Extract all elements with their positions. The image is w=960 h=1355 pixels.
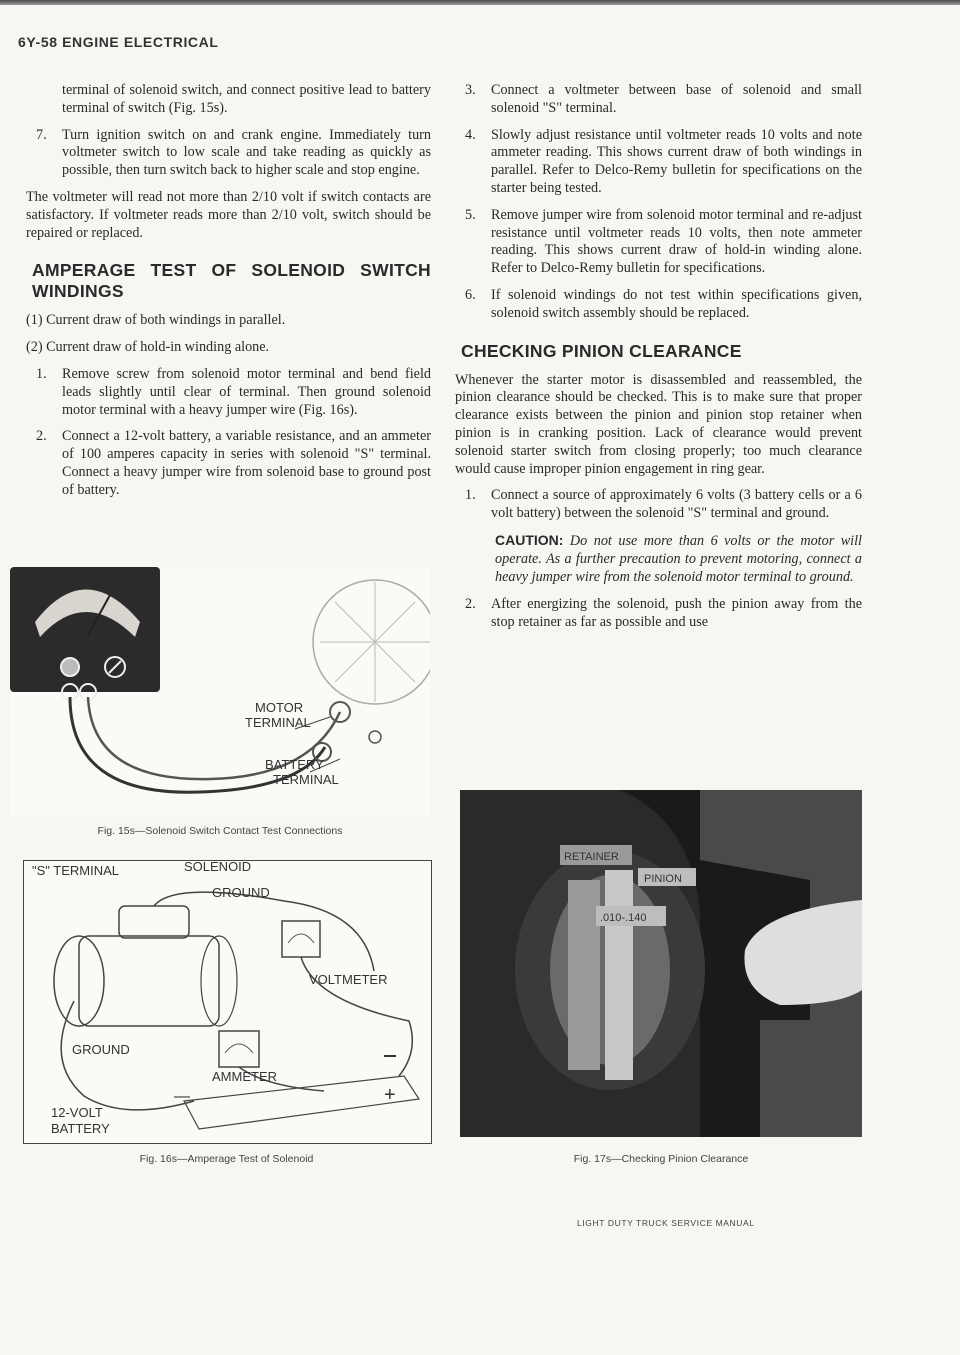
step-text: Connect a 12-volt battery, a variable resistance, and an ammeter of 100 amperes capacity in series with solenoid "S" terminal. Connect a heavy jumper wire from solenoid base to ground post of battery. [62,428,431,498]
step-4 [455,127,862,198]
step-text: After energizing the solenoid, push the pinion away from the stop retainer as far as possible and use [491,596,862,631]
label-plus: + [384,1084,396,1106]
step-text: Slowly adjust resistance until voltmeter reads 10 volts and note ammeter reading. This shows current draw of both windings in parallel. Refer to Delco-Remy bulletin for specifications on the starter being tested. [491,126,862,196]
label-battery: BATTERY [51,1121,110,1136]
label-solenoid: SOLENOID [184,861,252,874]
step-number: 1. [36,365,47,382]
step-3 [455,82,862,118]
figure-16s [23,860,432,1144]
label-battery-terminal: TERMINAL [273,772,339,787]
step-number: 7. [36,126,47,143]
label-battery: BATTERY [265,757,324,772]
step-2 [26,428,431,499]
figure-17s-photo [460,790,862,1137]
figure-15s [10,567,430,817]
figure-16s-illustration [24,861,431,1143]
figure-16s-caption: Fig. 16s—Amperage Test of Solenoid [139,1153,314,1165]
page-header: 6Y-58 ENGINE ELECTRICAL [18,34,219,50]
step-text: Connect a voltmeter between base of solenoid and small solenoid "S" terminal. [491,82,862,116]
step-text: Turn ignition switch on and crank engine. Immediately turn voltmeter switch to low scale and take reading as quickly as possible, then turn switch back to higher scale and stop engine. [62,126,431,179]
top-rule [0,0,960,5]
caution-label: CAUTION: [495,531,564,548]
caution-note [495,532,862,586]
pinion-step-2 [455,596,862,632]
label-motor-terminal: TERMINAL [245,715,311,730]
label-voltmeter: VOLTMETER [309,972,388,987]
figure-15s-illustration [10,567,430,817]
left-column [26,82,431,509]
step-7 [26,127,431,180]
voltmeter-paragraph: The voltmeter will read not more than 2/10 volt if switch contacts are satisfactory. If voltmeter reads more than 2/10 volt, switch should be repaired or replaced. [26,188,431,241]
right-column [455,82,862,641]
step-6 [455,287,862,323]
pinion-step-1 [455,487,862,523]
step-1 [26,366,431,419]
label-ground: GROUND [72,1042,130,1057]
step-number: 2. [36,428,47,445]
caution-text: Do not use more than 6 volts or the motor will operate. As a further precaution to prevent motoring, connect a heavy jumper wire from the solenoid motor terminal to ground. [495,532,862,585]
label-minus: — [174,1088,190,1105]
figure-15s-caption: Fig. 15s—Solenoid Switch Contact Test Connections [97,825,343,837]
step-text: Remove screw from solenoid motor terminal and bend field leads slightly until clear of terminal. Then ground solenoid motor terminal with a heavy jumper wire (Fig. 16s). [62,365,431,418]
label-ammeter: AMMETER [212,1069,277,1084]
step-number: 1. [465,487,476,504]
step-number: 6. [465,286,476,303]
step-number: 5. [465,206,476,223]
step-number: 3. [465,82,476,98]
sub-item-1: (1) Current draw of both windings in parallel. [26,312,286,329]
label-motor: MOTOR [255,700,304,715]
continued-step-text: terminal of solenoid switch, and connect positive lead to battery terminal of switch (Fig. 15s). [62,82,431,116]
heading-pinion-clearance: CHECKING PINION CLEARANCE [461,340,742,361]
label-s-terminal: "S" TERMINAL [32,863,120,878]
figure-17s-caption: Fig. 17s—Checking Pinion Clearance [573,1153,749,1165]
step-text: Remove jumper wire from solenoid motor terminal and re-adjust resistance until voltmeter reads 10 volts, then note ammeter reading. This shows current draw of hold-in winding alone. Refer to Delco-Remy bulletin for specifications. [491,206,862,277]
step-text: Connect a source of approximately 6 volts (3 battery cells or a 6 volt battery) between the solenoid "S" terminal and ground. [491,487,862,522]
label-retainer: RETAINER [564,851,619,863]
figure-17s [460,790,862,1137]
sub-item-2: (2) Current draw of hold-in winding alone. [26,339,270,356]
step-5 [455,207,862,278]
page-footer: LIGHT DUTY TRUCK SERVICE MANUAL [577,1218,755,1228]
label-12-volt: 12-VOLT [51,1105,103,1120]
pinion-paragraph: Whenever the starter motor is disassembled and reassembled, the pinion clearance should be checked. This is to make sure that proper clearance exists between the pinion and pinion stop retainer when pinion is in cranking position. Lack of clearance would prevent solenoid starter switch from closing properly; too much clearance would cause improper pinion engagement in ring gear. [455,371,862,477]
step-number: 2. [465,596,476,613]
step-number: 4. [465,126,476,143]
label-pinion: PINION [644,873,682,885]
label-clearance: .010-.140 [600,912,647,924]
label-solenoid-ground: GROUND [212,885,270,900]
heading-amperage-test: AMPERAGE TEST OF SOLENOID SWITCH WINDINGS [32,260,431,302]
step-text: If solenoid windings do not test within specifications given, solenoid switch assembly should be replaced. [491,286,862,321]
